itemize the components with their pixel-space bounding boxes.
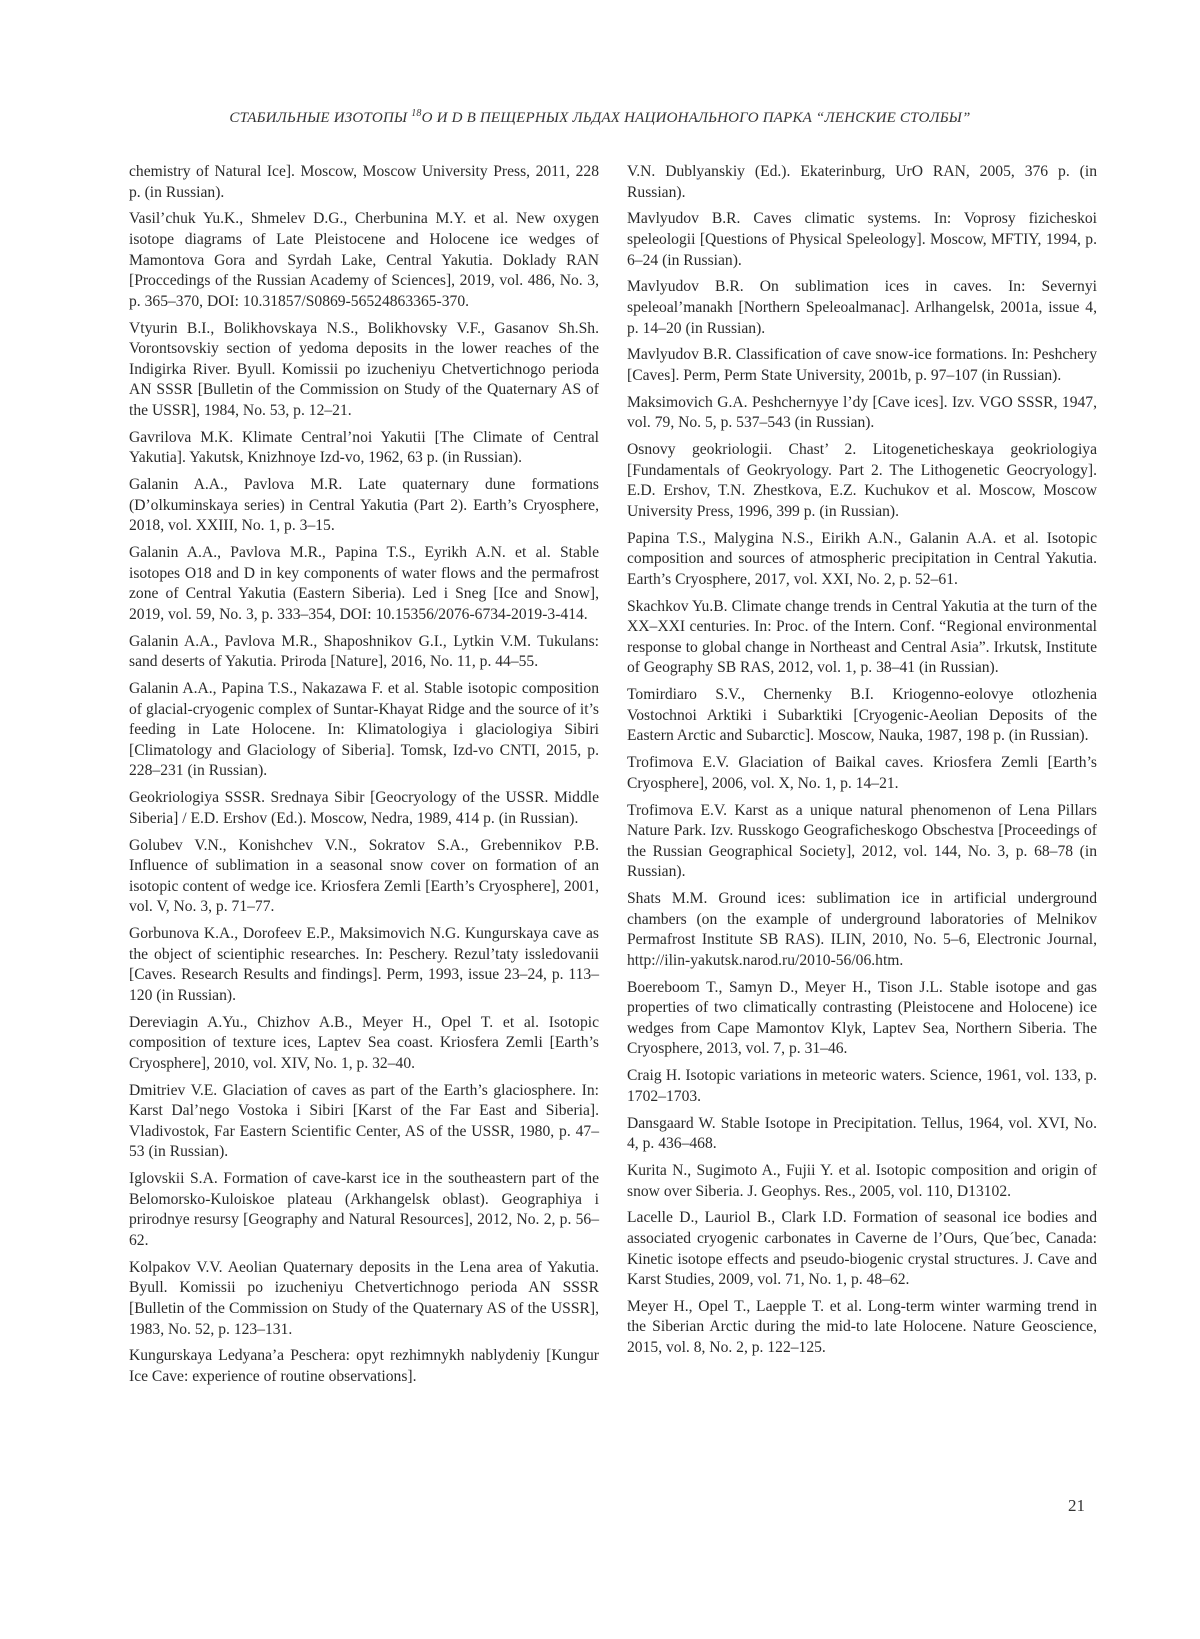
running-head-post: О И D В ПЕЩЕРНЫХ ЛЬДАХ НАЦИОНАЛЬНОГО ПАРКА “ЛЕНСКИЕ СТОЛБЫ”	[421, 110, 971, 126]
reference-entry: Boereboom T., Samyn D., Meyer H., Tison J.L. Stable isotope and gas properties of two climatically contrasting (Pleistocene and Holocene) ice wedges from Cape Mamontov Klyk, Laptev Sea, Northern Siberia. The Cryosphere, 2013, vol. 7, p. 31–46.	[627, 978, 1097, 1058]
reference-entry: V.N. Dublyanskiy (Ed.). Ekaterinburg, UrO RAN, 2005, 376 p. (in Russian).	[627, 163, 1097, 201]
references-right-column	[627, 162, 1097, 1365]
reference-entry: Craig H. Isotopic variations in meteoric waters. Science, 1961, vol. 133, p. 1702–1703.	[627, 1067, 1097, 1105]
reference-entry: Maksimovich G.A. Peshchernyye l’dy [Cave ices]. Izv. VGO SSSR, 1947, vol. 79, No. 5, p. 537–543 (in Russian).	[627, 393, 1097, 432]
reference-entry: Vtyurin B.I., Bolikhovskaya N.S., Bolikhovsky V.F., Gasanov Sh.Sh. Vorontsovskiy section of yedoma deposits in the lower reaches of the Indigirka River. Byull. Komissii po izucheniyu Chetvertichnogo perioda AN SSSR [Bulletin of the Commission on Study of the Quaternary AS of the USSR], 1984, No. 53, p. 12–21.	[129, 319, 599, 419]
running-head-pre: СТАБИЛЬНЫЕ ИЗОТОПЫ	[229, 110, 412, 126]
reference-entry: Dereviagin A.Yu., Chizhov A.B., Meyer H., Opel T. et al. Isotopic composition of texture ices, Laptev Sea coast. Kriosfera Zemli [Earth’s Cryosphere], 2010, vol. XIV, No. 1, p. 32–40.	[129, 1013, 599, 1072]
reference-entry: Mavlyudov B.R. Classification of cave snow-ice formations. In: Peshchery [Caves]. Perm, Perm State University, 2001b, p. 97–107 (in Russian).	[627, 346, 1097, 384]
reference-entry: Geokriologiya SSSR. Srednaya Sibir [Geocryology of the USSR. Middle Siberia] / E.D. Ershov (Ed.). Moscow, Nedra, 1989, 414 p. (in Russian).	[129, 789, 599, 827]
reference-entry: Mavlyudov B.R. On sublimation ices in caves. In: Severnyi speleoal’manakh [Northern Speleoalmanac]. Arlhangelsk, 2001a, issue 4, p. 14–20 (in Russian).	[627, 278, 1097, 337]
running-head-sup: 18	[411, 108, 422, 119]
reference-entry: Galanin A.A., Pavlova M.R., Papina T.S., Eyrikh A.N. et al. Stable isotopes O18 and D in key components of water flows and the permafrost zone of Central Yakutia (Eastern Siberia). Led i Sneg [Ice and Snow], 2019, vol. 59, No. 3, p. 333–354, DOI: 10.15356/2076-6734-2019-3-414.	[129, 544, 599, 623]
reference-entry: Papina T.S., Malygina N.S., Eirikh A.N., Galanin A.A. et al. Isotopic composition and sources of atmospheric precipitation in Central Yakutia. Earth’s Cryosphere, 2017, vol. XXI, No. 2, p. 52–61.	[627, 529, 1097, 588]
reference-entry: Gavrilova M.K. Klimate Central’noi Yakutii [The Climate of Central Yakutia]. Yakutsk, Knizhnoye Izd-vo, 1962, 63 p. (in Russian).	[129, 428, 599, 467]
reference-entry: Dmitriev V.E. Glaciation of caves as part of the Earth’s glaciosphere. In: Karst Dal’nego Vostoka i Sibiri [Karst of the Far East and Siberia]. Vladivostok, Far Eastern Scientific Center, AS of the USSR, 1980, p. 47–53 (in Russian).	[129, 1081, 599, 1161]
references-left-column	[129, 162, 599, 1394]
reference-entry: Galanin A.A., Pavlova M.R. Late quaternary dune formations (D’olkuminskaya series) in Central Yakutia (Part 2). Earth’s Cryosphere, 2018, vol. XXIII, No. 1, p. 3–15.	[129, 476, 599, 535]
reference-entry: Iglovskii S.A. Formation of cave-karst ice in the southeastern part of the Belomorsko-Kuloiskoe plateau (Arkhangelsk oblast). Geographiya i prirodnye resursy [Geography and Natural Resources], 2012, No. 2, p. 56–62.	[129, 1170, 599, 1249]
reference-entry: Galanin A.A., Pavlova M.R., Shaposhnikov G.I., Lytkin V.M. Tukulans: sand deserts of Yakutia. Priroda [Nature], 2016, No. 11, p. 44–55.	[129, 632, 599, 671]
reference-entry: Dansgaard W. Stable Isotope in Precipitation. Tellus, 1964, vol. XVI, No. 4, p. 436–468.	[627, 1114, 1097, 1153]
reference-entry: Osnovy geokriologii. Chast’ 2. Litogeneticheskaya geokriologiya [Fundamentals of Geokryology. Part 2. The Lithogenetic Geocryology]. E.D. Ershov, T.N. Zhestkova, E.Z. Kuchukov et al. Moscow, Moscow University Press, 1996, 399 p. (in Russian).	[627, 441, 1097, 520]
reference-entry: Kolpakov V.V. Aeolian Quaternary deposits in the Lena area of Yakutia. Byull. Komissii po izucheniyu Chetvertichnogo perioda AN SSSR [Bulletin of the Commission on Study of the Quaternary AS of the USSR], 1983, No. 52, p. 123–131.	[129, 1258, 599, 1338]
reference-entry: Skachkov Yu.B. Climate change trends in Central Yakutia at the turn of the XX–XXI centuries. In: Proc. of the Intern. Conf. “Regional environmental response to global change in Northeast and Central Asia”. Irkutsk, Institute of Geography SB RAS, 2012, vol. 1, p. 38–41 (in Russian).	[627, 597, 1097, 677]
page-number: 21	[1068, 1496, 1085, 1515]
reference-entry: Golubev V.N., Konishchev V.N., Sokratov S.A., Grebennikov P.B. Influence of sublimation in a seasonal snow cover on formation of an isotopic content of wedge ice. Kriosfera Zemli [Earth’s Cryosphere], 2001, vol. V, No. 3, p. 71–77.	[129, 836, 599, 916]
reference-entry: Mavlyudov B.R. Caves climatic systems. In: Voprosy fizicheskoi speleologii [Questions of Physical Speleology]. Moscow, MFTIY, 1994, p. 6–24 (in Russian).	[627, 210, 1097, 269]
reference-entry: Trofimova E.V. Glaciation of Baikal caves. Kriosfera Zemli [Earth’s Cryosphere], 2006, vol. X, No. 1, p. 14–21.	[627, 754, 1097, 792]
running-head	[120, 108, 1080, 127]
reference-entry: Shats M.M. Ground ices: sublimation ice in artificial underground chambers (on the example of underground laboratories of Melnikov Permafrost Institute SB RAS). ILIN, 2010, No. 5–6, Electronic Journal, http://ilin-yakutsk.narod.ru/2010-56/06.htm.	[627, 890, 1097, 969]
reference-entry: chemistry of Natural Ice]. Moscow, Moscow University Press, 2011, 228 p. (in Russian).	[129, 163, 599, 201]
reference-entry: Trofimova E.V. Karst as a unique natural phenomenon of Lena Pillars Nature Park. Izv. Russkogo Geograficheskogo Obschestva [Proceedings of the Russian Geographical Society], 2012, vol. 144, No. 3, p. 68–78 (in Russian).	[627, 801, 1097, 881]
reference-entry: Lacelle D., Lauriol B., Clark I.D. Formation of seasonal ice bodies and associated cryogenic carbonates in Caverne de l’Ours, Que´bec, Canada: Kinetic isotope effects and pseudo-biogenic crystal structures. J. Cave and Karst Studies, 2009, vol. 71, No. 1, p. 48–62.	[627, 1209, 1097, 1289]
reference-entry: Kungurskaya Ledyana’a Peschera: opyt rezhimnykh nablydeniy [Kungur Ice Cave: experience of routine observations].	[129, 1347, 599, 1385]
reference-entry: Kurita N., Sugimoto A., Fujii Y. et al. Isotopic composition and origin of snow over Siberia. J. Geophys. Res., 2005, vol. 110, D13102.	[627, 1161, 1097, 1200]
reference-entry: Tomirdiaro S.V., Chernenky B.I. Kriogenno-eolovye otlozhenia Vostochnoi Arktiki i Subarktiki [Cryogenic-Aeolian Deposits of the Eastern Arctic and Subarctic]. Moscow, Nauka, 1987, 198 p. (in Russian).	[627, 686, 1097, 745]
reference-entry: Galanin A.A., Papina T.S., Nakazawa F. et al. Stable isotopic composition of glacial-cryogenic complex of Suntar-Khayat Ridge and the source of it’s feeding in Late Holocene. In: Klimatologiya i glaciologiya Sibiri [Climatology and Glaciology of Siberia]. Tomsk, Izd-vo CNTI, 2015, p. 228–231 (in Russian).	[129, 679, 599, 780]
reference-entry: Vasil’chuk Yu.K., Shmelev D.G., Cherbunina M.Y. et al. New oxygen isotope diagrams of Late Pleistocene and Holocene ice wedges of Mamontova Gora and Syrdah Lake, Central Yakutia. Doklady RAN [Proccedings of the Russian Academy of Sciences], 2019, vol. 486, No. 3, p. 365–370, DOI: 10.31857/S0869-56524863365-370.	[129, 210, 599, 310]
reference-entry: Meyer H., Opel T., Laepple T. et al. Long-term winter warming trend in the Siberian Arctic during the mid-to late Holocene. Nature Geoscience, 2015, vol. 8, No. 2, p. 122–125.	[627, 1297, 1097, 1357]
reference-entry: Gorbunova K.A., Dorofeev E.P., Maksimovich N.G. Kungurskaya cave as the object of scientiphic researches. In: Peschery. Rezul’taty issledovanii [Caves. Research Results and findings]. Perm, 1993, issue 23–24, p. 113–120 (in Russian).	[129, 925, 599, 1004]
